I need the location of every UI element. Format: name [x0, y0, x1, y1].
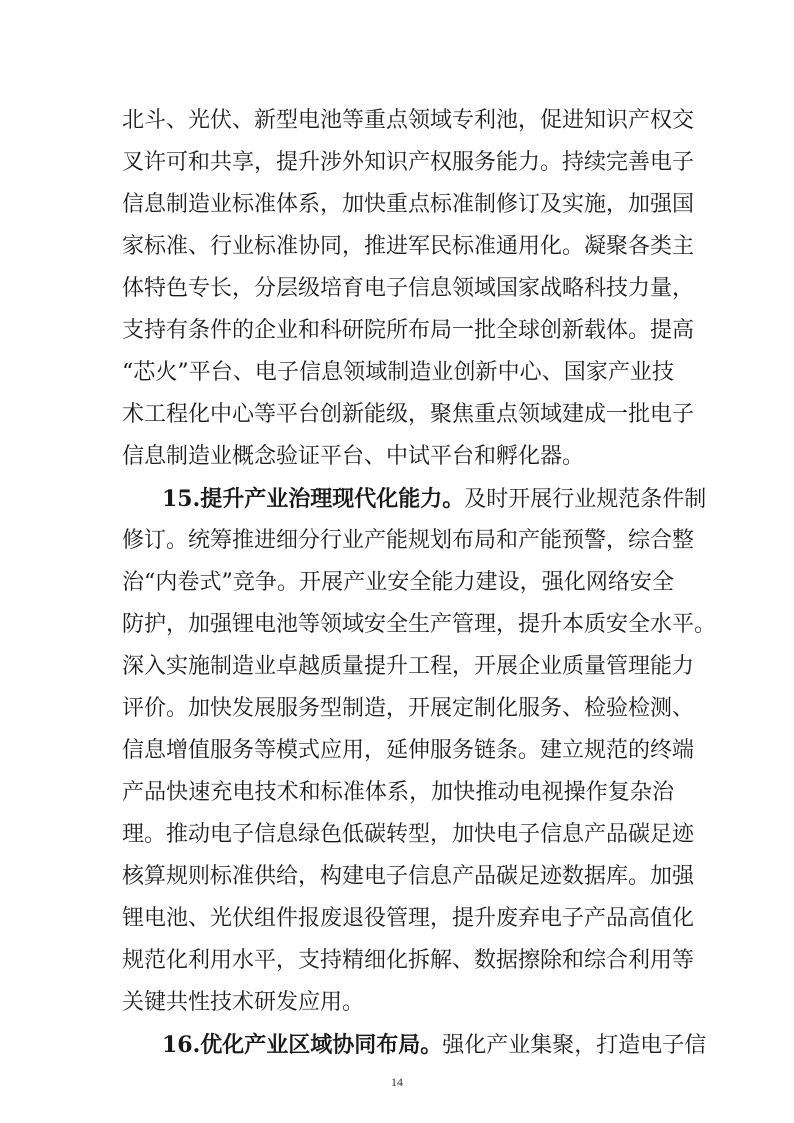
body-text-line: 支持有条件的企业和科研院所布局一批全球创新载体。提高 [122, 318, 695, 343]
body-text-line: 关键共性技术研发应用。 [122, 990, 365, 1015]
section-16-heading: 16.优化产业区域协同布局。 [162, 1032, 443, 1058]
body-text-line: 理。推动电子信息绿色低碳转型，加快电子信息产品碳足迹 [122, 822, 695, 847]
body-text-line: 治“内卷式”竞争。开展产业安全能力建设，强化网络安全 [122, 570, 674, 595]
section-15-first-line [162, 479, 707, 519]
body-text-line: 规范化利用水平，支持精细化拆解、数据擦除和综合利用等 [122, 948, 695, 973]
body-text-line: 评价。加快发展服务型制造，开展定制化服务、检验检测、 [122, 696, 695, 721]
section-15-heading: 15.提升产业治理现代化能力。 [162, 486, 465, 512]
body-text-line: 防护，加强锂电池等领域安全生产管理，提升本质安全水平。 [122, 612, 717, 637]
section-15-first-line-text: 及时开展行业规范条件制 [464, 487, 707, 512]
section-16-first-line-text: 强化产业集聚，打造电子信 [442, 1033, 707, 1058]
section-16-first-line [162, 1025, 707, 1065]
body-text-line: 家标准、行业标准协同，推进军民标准通用化。凝聚各类主 [122, 234, 695, 259]
body-text-line: 锂电池、光伏组件报废退役管理，提升废弃电子产品高值化 [122, 906, 695, 931]
page-number: 14 [391, 1075, 403, 1089]
body-text-line: 核算规则标准供给，构建电子信息产品碳足迹数据库。加强 [122, 864, 695, 889]
body-text-line: 北斗、光伏、新型电池等重点领域专利池，促进知识产权交 [122, 108, 695, 133]
body-text-line: “芯火”平台、电子信息领域制造业创新中心、国家产业技 [122, 360, 674, 385]
body-text-line: 叉许可和共享，提升涉外知识产权服务能力。持续完善电子 [122, 150, 695, 175]
body-text-line: 信息制造业概念验证平台、中试平台和孵化器。 [122, 444, 585, 469]
body-text-line: 术工程化中心等平台创新能级，聚焦重点领域建成一批电子 [122, 402, 695, 427]
body-text-line: 深入实施制造业卓越质量提升工程，开展企业质量管理能力 [122, 654, 695, 679]
body-text-line: 信息制造业标准体系，加快重点标准制修订及实施，加强国 [122, 192, 695, 217]
body-text-line: 修订。统筹推进细分行业产能规划布局和产能预警，综合整 [122, 528, 695, 553]
body-text-line: 体特色专长，分层级培育电子信息领域国家战略科技力量， [122, 276, 695, 301]
body-text-line: 产品快速充电技术和标准体系，加快推动电视操作复杂治 [122, 780, 674, 805]
body-text-line: 信息增值服务等模式应用，延伸服务链条。建立规范的终端 [122, 738, 695, 763]
